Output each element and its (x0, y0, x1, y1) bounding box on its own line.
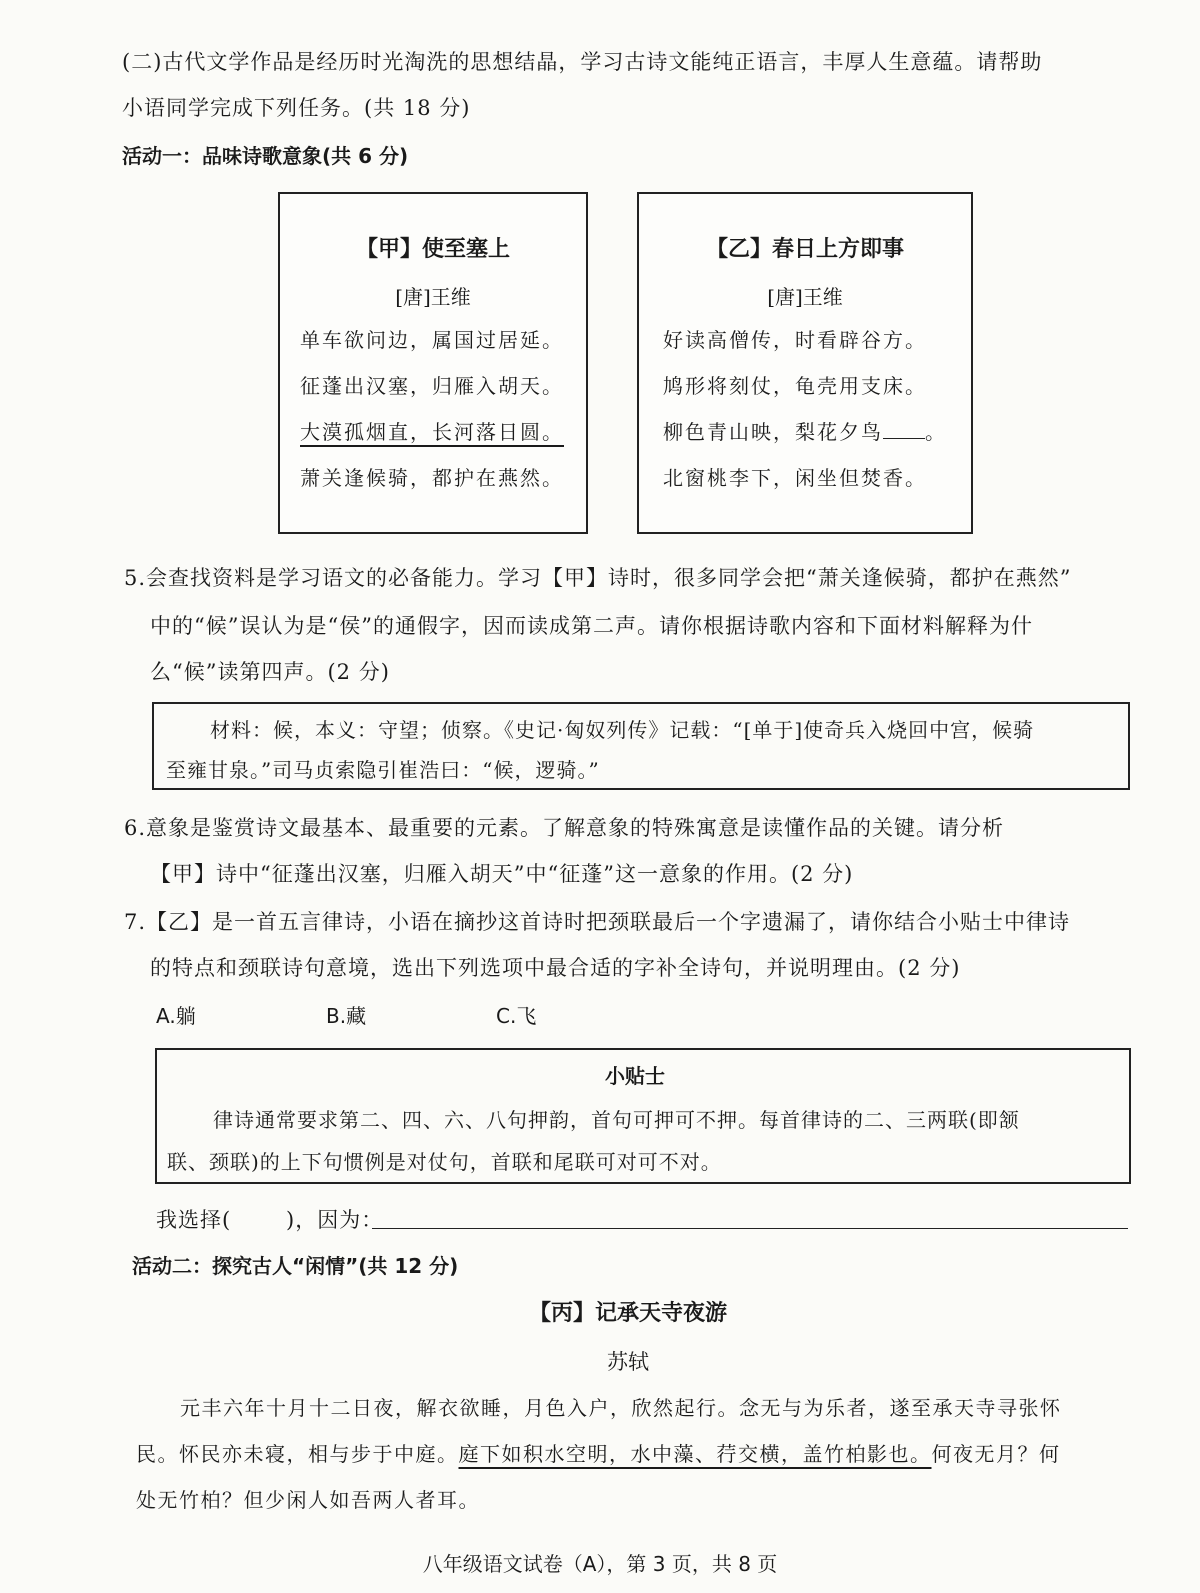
activity-2-title: 活动二：探究古人“闲情”(共 12 分) (132, 1254, 459, 1278)
q5-line-2: 中的“候”误认为是“侯”的通假字，因而读成第二声。请你根据诗歌内容和下面材料解释为什 (150, 614, 1033, 638)
tip-line-2: 联、颈联)的上下句惯例是对仗句，首联和尾联可对可不对。 (167, 1150, 722, 1174)
prose-line-1: 元丰六年十月十二日夜，解衣欲睡，月色入户，欣然起行。念无与为乐者，遂至承天寺寻张怀 (180, 1396, 1062, 1420)
poem-jia-line: 单车欲问边，属国过居延。 (300, 328, 564, 352)
material-line-1: 材料：候，本义：守望；侦察。《史记·匈奴列传》记载：“[单于]使奇兵入烧回中宫，候骑 (210, 718, 1035, 742)
activity-1-title: 活动一：品味诗歌意象(共 6 分) (122, 144, 409, 168)
prose-line-3: 处无竹柏？但少闲人如吾两人者耳。 (136, 1488, 480, 1512)
poem-jia-author: [唐]王维 (395, 285, 471, 309)
tip-title: 小贴士 (605, 1064, 665, 1088)
option-b: B.藏 (326, 1004, 367, 1028)
poem-jia-line: 征蓬出汉塞，归雁入胡天。 (300, 374, 564, 398)
prose-line-2 (136, 1438, 1061, 1467)
prose-line-2-part-c: 何夜无月？何 (931, 1442, 1061, 1466)
poem-yi-title: 【乙】春日上方即事 (705, 237, 904, 262)
tip-line-1: 律诗通常要求第二、四、六、八句押韵，首句可押可不押。每首律诗的二、三两联(即颔 (213, 1108, 1020, 1132)
poem-jia-line: 萧关逢候骑，都护在燕然。 (300, 466, 564, 490)
poem-yi-line: 北窗桃李下，闲坐但焚香。 (663, 466, 927, 490)
poem-yi-line: 鸠形将刻仗，龟壳用支床。 (663, 374, 927, 398)
intro-line-1: (二)古代文学作品是经历时光淘洗的思想结晶，学习古诗文能纯正语言，丰厚人生意蕴。请帮助 (122, 50, 1043, 74)
poem-yi-line-end-punct: 。 (925, 420, 947, 444)
poem-jia-line-underlined: 大漠孤烟直，长河落日圆。 (300, 420, 564, 444)
material-line-2: 至雍甘泉。”司马贞索隐引崔浩曰：“候，逻骑。” (166, 758, 600, 782)
prose-author: 苏轼 (607, 1350, 649, 1374)
prose-line-2-part-a: 民。怀民亦未寝，相与步于中庭。 (136, 1442, 459, 1466)
poem-yi-line-incomplete: 柳色青山映，梨花夕鸟 (663, 420, 883, 444)
prose-title: 【丙】记承天寺夜游 (528, 1301, 727, 1326)
poem-yi-line: 好读高僧传，时看辟谷方。 (663, 328, 927, 352)
poem-jia-title: 【甲】使至塞上 (355, 237, 510, 262)
poem-jia-box (278, 192, 588, 534)
answer-reason-prefix: )，因为： (286, 1208, 384, 1232)
intro-line-2: 小语同学完成下列任务。(共 18 分) (122, 96, 471, 120)
poem-yi-box (637, 192, 973, 534)
option-c: C.飞 (496, 1004, 537, 1028)
page-footer: 八年级语文试卷（A），第 3 页，共 8 页 (422, 1552, 778, 1576)
q6-line-1: 6.意象是鉴赏诗文最基本、最重要的元素。了解意象的特殊寓意是读懂作品的关键。请分析 (124, 816, 1005, 840)
prose-line-2-underlined: 庭下如积水空明，水中藻、荇交横，盖竹柏影也。 (458, 1442, 932, 1466)
q7-line-1: 7.【乙】是一首五言律诗，小语在摘抄这首诗时把颈联最后一个字遗漏了，请你结合小贴士中律诗 (124, 910, 1071, 934)
tip-box (155, 1048, 1131, 1184)
material-box (152, 702, 1130, 790)
option-a: A.躺 (156, 1004, 196, 1028)
q5-line-3: 么“候”读第四声。(2 分) (150, 660, 390, 684)
answer-fill-line[interactable] (372, 1228, 1128, 1229)
missing-char-blank (883, 438, 925, 439)
q6-line-2: 【甲】诗中“征蓬出汉塞，归雁入胡天”中“征蓬”这一意象的作用。(2 分) (150, 862, 854, 886)
q7-line-2: 的特点和颈联诗句意境，选出下列选项中最合适的字补全诗句，并说明理由。(2 分) (150, 956, 961, 980)
q5-line-1: 5.会查找资料是学习语文的必备能力。学习【甲】诗时，很多同学会把“萧关逢候骑，都护在燕然” (124, 566, 1072, 590)
poem-yi-author: [唐]王维 (767, 285, 843, 309)
answer-choice-prefix: 我选择( (156, 1208, 232, 1232)
